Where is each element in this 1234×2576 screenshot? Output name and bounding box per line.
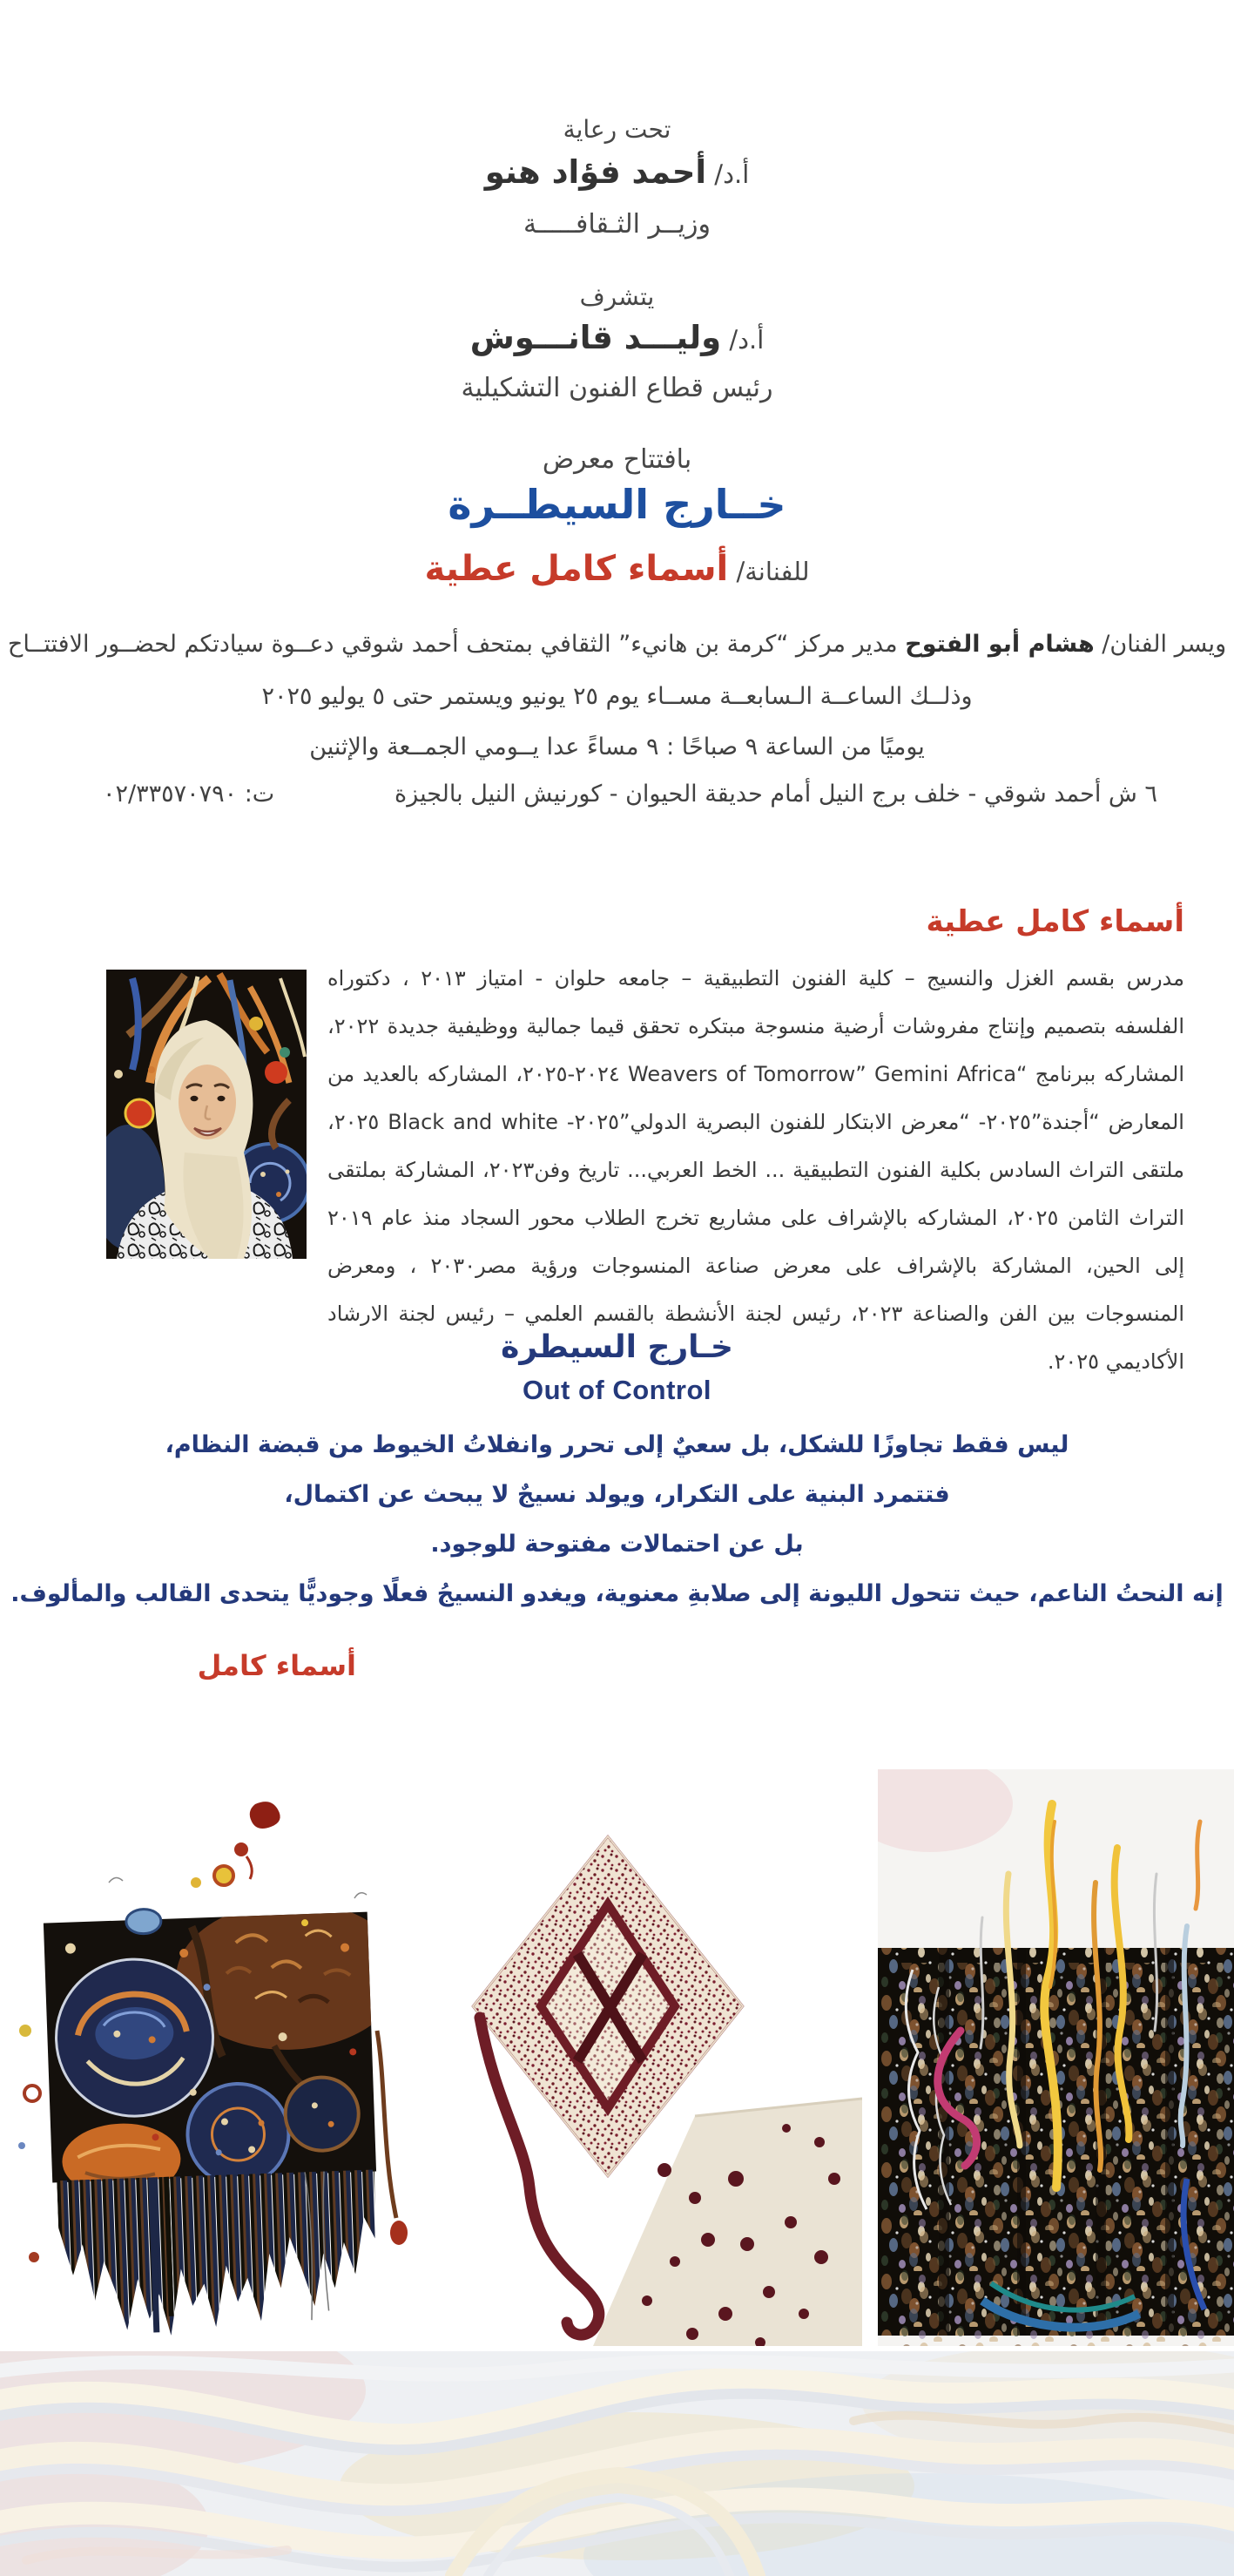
curator-name: هشام أبو الفتوح (905, 631, 1095, 658)
artist-photo (106, 970, 307, 1259)
bio-heading: أسماء كامل عطية (926, 904, 1184, 939)
artist-line (0, 549, 1234, 589)
artwork-3-flames (878, 1769, 1234, 2346)
statement-line-3: بل عن احتمالات مفتوحة للوجود. (430, 1531, 804, 1558)
statement-line-4: إنه النحتُ الناعم، حيث تتحول الليونة إلى صلابةِ معنوية، ويغدو النسيجُ فعلًا وجوديًّا يتحدى القالب والمألوف. (10, 1580, 1224, 1607)
invitation-line-3: يوميًا من الساعة ٩ صباحًا : ٩ مساءً عدا يــومي الجمــعة والإثنين (309, 734, 925, 761)
statement-title-english: Out of Control (522, 1375, 712, 1405)
patron-name-prefix: أ.د/ (706, 159, 750, 189)
honoree-name-line (0, 319, 1234, 356)
artist-label: للفنانة/ (728, 557, 810, 586)
invitation-line-2: وذلــك الساعــة الـسابعــة مســاء يوم ٢٥ يونيو ويستمر حتى ٥ يوليو ٢٠٢٥ (261, 683, 973, 710)
opening-label: بافتتاح معرض (542, 444, 692, 475)
patron-title: وزيــر الثـقافـــــة (523, 209, 711, 240)
patron-name: أحمد فؤاد هنو (484, 153, 707, 191)
honoree-label: يتشرف (579, 282, 655, 311)
artworks-row (0, 1769, 1234, 2346)
patron-name-line (0, 153, 1234, 191)
phone-line: ت: ٠٢/٣٣٥٧٠٧٩٠ (103, 781, 275, 808)
invitation-line-1-pre: ويسر الفنان/ (1094, 631, 1227, 658)
invitation-line-1-post: مدير مركز “كرمة بن هانيء” الثقافي بمتحف أحمد شوقي دعــوة سيادتكم لحضــور الافتتــاح (7, 631, 906, 658)
artist-signature: أسماء كامل (197, 1649, 356, 1682)
footer-weave-texture (0, 2351, 1234, 2576)
honoree-name: وليـــد قانـــوش (469, 319, 722, 356)
bio-text: مدرس بقسم الغزل والنسيج – كلية الفنون التطبيقية – جامعه حلوان - امتياز ٢٠١٣ ، دكتوراه الفلسفه بتصميم وإنتاج مفروشات أرضية منسوجة مبتكره تحقق قيما جمالية ووظيفية جديدة ٢٠٢٢، المشاركه ببرنامج “Weavers of Tomorrow” Gemini Africa ٢٠٢٤-٢٠٢٥، المشاركه بالعديد من المعارض “أجندة”٢٠٢٥- “معرض الابتكار للفنون البصرية الدولي”٢٠٢٥- Black and white ٢٠٢٥، ملتقى التراث السادس بكلية الفنون التطبيقية ... الخط العربي... تاريخ وفن٢٠٢٣، المشاركة بملتقى التراث الثامن ٢٠٢٥، المشاركه بالإشراف على مشاريع تخرج الطلاب محور السجاد منذ عام ٢٠١٩ إلى الحين، المشاركة بالإشراف على معرض صناعة المنسوجات ورؤية مصر٢٠٣٠ ، ومعرض المنسوجات بين الفن والصناعة ٢٠٢٣، رئيس لجنة الأنشطة بالقسم العلمي – رئيس لجنة الارشاد الأكاديمي ٢٠٢٥. (327, 966, 1185, 1374)
artwork-1-tapestry (13, 1769, 411, 2346)
artwork-2-diamond-weave (447, 1769, 862, 2346)
statement-title-arabic: خـارج السيطرة (501, 1329, 733, 1365)
statement-line-2: فتتمرد البنية على التكرار، ويولد نسيجٌ لا يبحث عن اكتمال، (284, 1481, 950, 1508)
patronage-label: تحت رعاية (563, 115, 671, 144)
invitation-line-1 (0, 631, 1234, 658)
honoree-name-prefix: أ.د/ (721, 325, 765, 355)
address-line: ٦ ش أحمد شوقي - خلف برج النيل أمام حديقة الحيوان - كورنيش النيل بالجيزة (394, 781, 1157, 808)
statement-line-1: ليس فقط تجاوزًا للشكل، بل سعيٌ إلى تحرر وانفلاتُ الخيوط من قبضة النظام، (165, 1431, 1069, 1458)
exhibition-title: خــارج السيطــرة (448, 481, 786, 528)
artist-name: أسماء كامل عطية (424, 549, 729, 589)
honoree-title: رئيس قطاع الفنون التشكيلية (461, 373, 773, 403)
